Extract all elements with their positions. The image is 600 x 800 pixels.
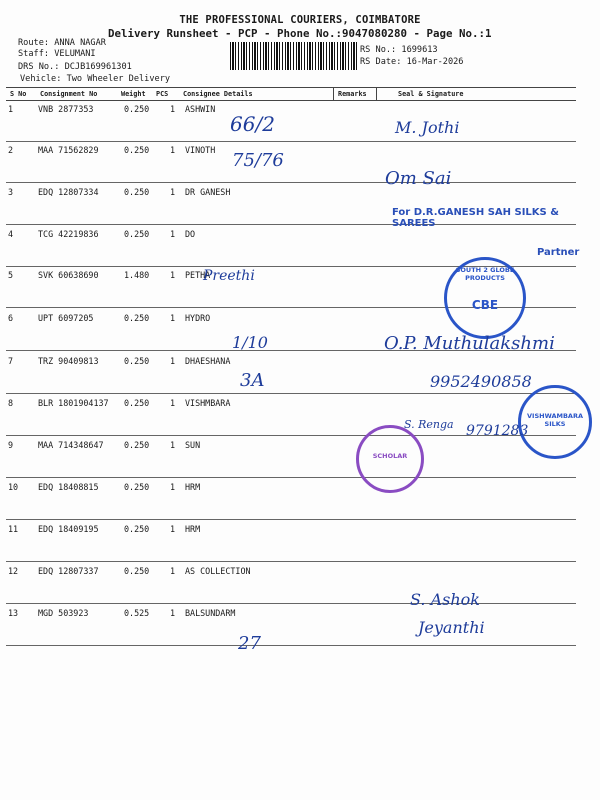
row-sno: 5 bbox=[8, 270, 14, 280]
globe-products-stamp bbox=[444, 257, 526, 339]
purple-stamp-text: SCHOLAR bbox=[372, 452, 408, 460]
row-separator bbox=[6, 393, 576, 394]
row-weight: 0.250 bbox=[124, 566, 150, 576]
hw-r7-name: 3A bbox=[240, 370, 265, 391]
row-weight: 0.250 bbox=[124, 440, 150, 450]
row-consignment-no: EDQ 18408815 bbox=[38, 482, 99, 492]
row-consignee: HRM bbox=[185, 524, 201, 534]
hw-r3-sig: Om Sai bbox=[385, 168, 452, 189]
col-consignee: Consignee Details bbox=[183, 90, 253, 98]
row-weight: 0.525 bbox=[124, 608, 150, 618]
row-consignment-no: MGD 503923 bbox=[38, 608, 89, 618]
hw-r7-sig: 9952490858 bbox=[430, 372, 532, 391]
row-pcs: 1 bbox=[170, 440, 176, 450]
col-consignment: Consignment No bbox=[40, 90, 98, 98]
row-consignee: DO bbox=[185, 229, 196, 239]
row-weight: 0.250 bbox=[124, 187, 150, 197]
row-weight: 0.250 bbox=[124, 482, 150, 492]
hw-r13-name: 27 bbox=[238, 633, 261, 654]
col-divider bbox=[333, 88, 334, 100]
globe-stamp-center: CBE bbox=[471, 298, 499, 312]
col-remarks: Remarks bbox=[338, 90, 367, 98]
company-title: THE PROFESSIONAL COURIERS, COIMBATORE bbox=[179, 14, 421, 26]
hw-r6-name: 1/10 bbox=[232, 333, 268, 352]
row-sno: 3 bbox=[8, 187, 14, 197]
rs-date-label: RS Date: 16-Mar-2026 bbox=[360, 57, 464, 67]
row-pcs: 1 bbox=[170, 104, 176, 114]
row-weight: 0.250 bbox=[124, 229, 150, 239]
row-pcs: 1 bbox=[170, 145, 176, 155]
row-sno: 1 bbox=[8, 104, 14, 114]
row-consignee: PETHA bbox=[185, 270, 211, 280]
row-consignee: ASHWIN bbox=[185, 104, 216, 114]
row-sno: 6 bbox=[8, 313, 14, 323]
row-consignment-no: BLR 1801904137 bbox=[38, 398, 109, 408]
row-consignment-no: MAA 714348647 bbox=[38, 440, 104, 450]
row-consignment-no: VNB 2877353 bbox=[38, 104, 94, 114]
globe-stamp-text: SOUTH 2 GLOBE PRODUCTS bbox=[455, 266, 515, 282]
row-sno: 10 bbox=[8, 482, 19, 492]
col-weight: Weight bbox=[121, 90, 146, 98]
row-pcs: 1 bbox=[170, 187, 176, 197]
row-weight: 0.250 bbox=[124, 356, 150, 366]
row-consignee: HRM bbox=[185, 482, 201, 492]
row-consignment-no: MAA 71562829 bbox=[38, 145, 99, 155]
route-label: Route: ANNA NAGAR bbox=[18, 38, 106, 48]
hw-r1-name: 66/2 bbox=[230, 112, 275, 136]
hw-r8-sig: 9791283 bbox=[466, 423, 529, 439]
ganesh-stamp-text: For D.R.GANESH SAH SILKS & SAREES bbox=[392, 207, 559, 229]
row-sno: 8 bbox=[8, 398, 14, 408]
row-pcs: 1 bbox=[170, 398, 176, 408]
col-sno: S No bbox=[10, 90, 27, 98]
vishwambara-stamp-text: VISHWAMBARA SILKS bbox=[527, 412, 583, 428]
row-weight: 1.480 bbox=[124, 270, 150, 280]
row-pcs: 1 bbox=[170, 608, 176, 618]
vishwambara-stamp bbox=[518, 385, 592, 459]
row-pcs: 1 bbox=[170, 356, 176, 366]
row-consignment-no: TRZ 90409813 bbox=[38, 356, 99, 366]
row-separator bbox=[6, 561, 576, 562]
hw-r5-name: Preethi bbox=[203, 268, 255, 284]
col-seal: Seal & Signature bbox=[398, 90, 464, 98]
row-pcs: 1 bbox=[170, 524, 176, 534]
row-weight: 0.250 bbox=[124, 313, 150, 323]
header-top-line bbox=[6, 87, 576, 88]
purple-round-stamp bbox=[356, 425, 424, 493]
row-sno: 11 bbox=[8, 524, 19, 534]
hw-r13-sig2: Jeyanthi bbox=[418, 618, 485, 637]
row-weight: 0.250 bbox=[124, 104, 150, 114]
row-consignment-no: TCG 42219836 bbox=[38, 229, 99, 239]
row-consignee: DHAESHANA bbox=[185, 356, 231, 366]
row-separator bbox=[6, 603, 576, 604]
row-consignee: DR GANESH bbox=[185, 187, 231, 197]
vehicle-label: Vehicle: Two Wheeler Delivery bbox=[20, 74, 171, 84]
row-sno: 9 bbox=[8, 440, 14, 450]
hw-r13-sig1: S. Ashok bbox=[410, 590, 480, 609]
hw-r2-name: 75/76 bbox=[232, 150, 284, 171]
row-pcs: 1 bbox=[170, 313, 176, 323]
row-weight: 0.250 bbox=[124, 145, 150, 155]
row-consignee: BALSUNDARM bbox=[185, 608, 236, 618]
row-pcs: 1 bbox=[170, 229, 176, 239]
hw-r6-sig: O.P. Muthulakshmi bbox=[384, 333, 555, 354]
row-sno: 13 bbox=[8, 608, 19, 618]
col-pcs: PCS bbox=[156, 90, 169, 98]
row-pcs: 1 bbox=[170, 566, 176, 576]
row-consignee: HYDRO bbox=[185, 313, 211, 323]
row-pcs: 1 bbox=[170, 482, 176, 492]
row-weight: 0.250 bbox=[124, 524, 150, 534]
row-sno: 4 bbox=[8, 229, 14, 239]
row-weight: 0.250 bbox=[124, 398, 150, 408]
row-consignment-no: EDQ 12807334 bbox=[38, 187, 99, 197]
row-consignee: AS COLLECTION bbox=[185, 566, 251, 576]
row-sno: 12 bbox=[8, 566, 19, 576]
hw-r1-sig: M. Jothi bbox=[395, 118, 460, 137]
drs-label: DRS No.: DCJB169961301 bbox=[18, 62, 132, 72]
rs-no-label: RS No.: 1699613 bbox=[360, 45, 438, 55]
row-consignee: SUN bbox=[185, 440, 201, 450]
row-separator bbox=[6, 182, 576, 183]
row-consignment-no: SVK 60638690 bbox=[38, 270, 99, 280]
row-consignee: VINOTH bbox=[185, 145, 216, 155]
row-consignment-no: UPT 6097205 bbox=[38, 313, 94, 323]
barcode bbox=[230, 42, 357, 70]
row-consignment-no: EDQ 18409195 bbox=[38, 524, 99, 534]
row-separator bbox=[6, 519, 576, 520]
row-pcs: 1 bbox=[170, 270, 176, 280]
col-divider bbox=[376, 88, 377, 100]
staff-label: Staff: VELUMANI bbox=[18, 49, 96, 59]
row-separator bbox=[6, 141, 576, 142]
row-sno: 2 bbox=[8, 145, 14, 155]
partner-stamp-text: Partner bbox=[537, 247, 580, 258]
row-consignment-no: EDQ 12807337 bbox=[38, 566, 99, 576]
hw-r9-sig: S. Renga bbox=[404, 418, 454, 431]
header-bottom-line bbox=[6, 100, 576, 101]
row-sno: 7 bbox=[8, 356, 14, 366]
row-separator bbox=[6, 477, 576, 478]
row-separator bbox=[6, 645, 576, 646]
runsheet-subtitle: Delivery Runsheet - PCP - Phone No.:9047080280 - Page No.:1 bbox=[108, 27, 492, 40]
row-consignee: VISHMBARA bbox=[185, 398, 231, 408]
